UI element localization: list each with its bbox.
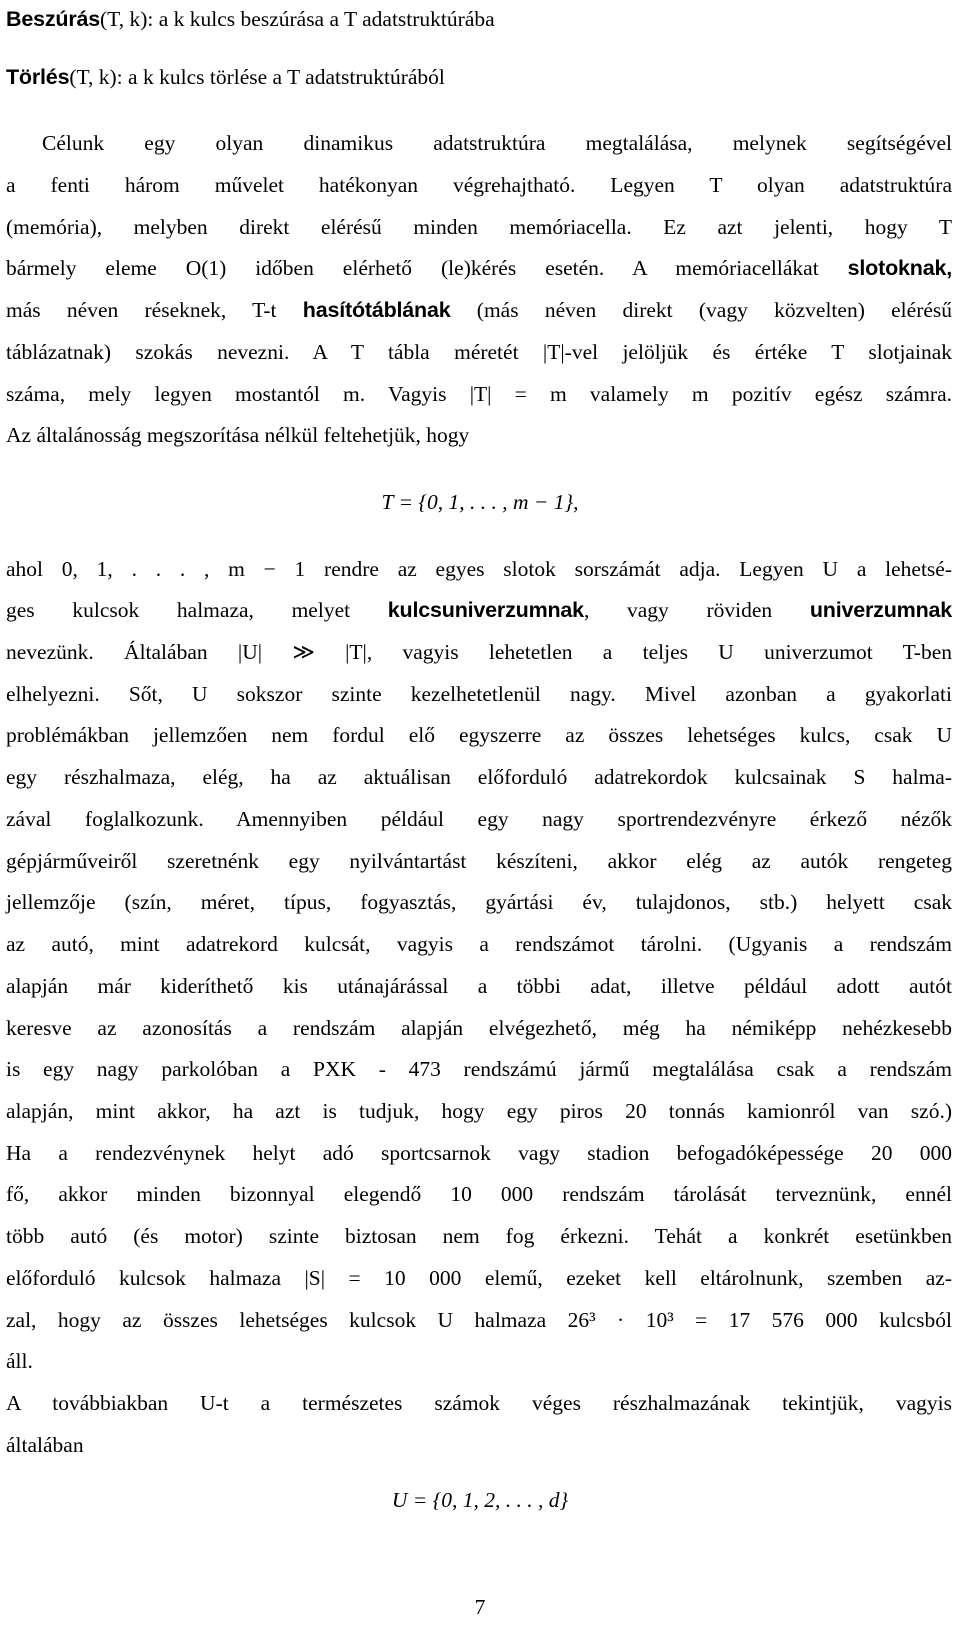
paragraph-line: áll. bbox=[6, 1349, 33, 1373]
paragraph-line bbox=[6, 597, 952, 623]
paragraph-line: ahol 0, 1, . . . , m − 1 rendre az egyes slotok sorszámát adja. Legyen U a lehetsé- bbox=[6, 557, 952, 581]
paragraph-line: táblázatnak) szokás nevezni. A T tábla méretét |T|-vel jelöljük és értéke T slotjainak bbox=[6, 340, 952, 364]
display-equation: U = {0, 1, 2, . . . , d} bbox=[391, 1488, 569, 1512]
paragraph-line: keresve az azonosítás a rendszám alapján elvégezhető, még ha némiképp nehézkesebb bbox=[6, 1016, 952, 1040]
paragraph-line: (memória), melyben direkt elérésű minden memóriacella. Ez azt jelenti, hogy T bbox=[6, 215, 952, 239]
paragraph-line: Az általánosság megszorítása nélkül feltehetjük, hogy bbox=[6, 423, 470, 447]
display-equation: T = {0, 1, . . . , m − 1}, bbox=[381, 490, 579, 514]
paragraph-line bbox=[6, 255, 952, 281]
paragraph-line: is egy nagy parkolóban a PXK - 473 rendszámú jármű megtalálása csak a rendszám bbox=[6, 1057, 952, 1081]
page-number: 7 bbox=[474, 1595, 486, 1619]
paragraph-text: bármely eleme O(1) időben elérhető (le)kérés esetén. A memóriacellákat bbox=[6, 256, 819, 280]
bold-term: kulcsuniverzumnak bbox=[387, 598, 584, 622]
definition-signature: (T, k): bbox=[100, 7, 154, 31]
bold-term: slotoknak, bbox=[847, 256, 952, 280]
paragraph-line: Ha a rendezvénynek helyt adó sportcsarnok vagy stadion befogadóképessége 20 000 bbox=[6, 1141, 952, 1165]
paragraph-text: , vagy röviden bbox=[583, 598, 810, 622]
paragraph-line: fő, akkor minden bizonnyal elegendő 10 000 rendszám tárolását terveznünk, ennél bbox=[6, 1182, 952, 1206]
paragraph-text: más néven réseknek, T-t bbox=[6, 298, 303, 322]
definition-term: Törlés bbox=[6, 65, 70, 89]
bold-term: hasítótáblának bbox=[302, 298, 451, 322]
paragraph-line: zal, hogy az összes lehetséges kulcsok U halmaza 26³ · 10³ = 17 576 000 kulcsból bbox=[6, 1308, 952, 1332]
paragraph-line: zával foglalkozunk. Amennyiben például egy nagy sportrendezvényre érkező nézők bbox=[6, 807, 952, 831]
paragraph-line: elhelyezni. Sőt, U sokszor szinte kezelhetetlenül nagy. Mivel azonban a gyakorlati bbox=[6, 682, 952, 706]
paragraph-line: egy részhalmaza, elég, ha az aktuálisan előforduló adatrekordok kulcsainak S halma- bbox=[6, 765, 952, 789]
definition-text: a k kulcs törlése a T adatstruktúrából bbox=[122, 65, 445, 89]
paragraph-line: száma, mely legyen mostantól m. Vagyis |T| = m valamely m pozitív egész számra. bbox=[6, 382, 952, 406]
bold-term: univerzumnak bbox=[809, 598, 953, 622]
paragraph-line: jellemzője (szín, méret, típus, fogyasztás, gyártási év, tulajdonos, stb.) helyett csak bbox=[6, 890, 952, 914]
paragraph-line: előforduló kulcsok halmaza |S| = 10 000 elemű, ezeket kell eltárolnunk, szemben az- bbox=[6, 1266, 952, 1290]
paragraph-line: A továbbiakban U-t a természetes számok véges részhalmazának tekintjük, vagyis bbox=[6, 1391, 952, 1415]
paragraph-line: Célunk egy olyan dinamikus adatstruktúra megtalálása, melynek segítségével bbox=[42, 131, 952, 155]
paragraph-text: ges kulcsok halmaza, melyet bbox=[6, 598, 388, 622]
paragraph-line: problémákban jellemzően nem fordul elő egyszerre az összes lehetséges kulcs, csak U bbox=[6, 723, 952, 747]
definition-delete bbox=[6, 64, 952, 90]
definition-text: a k kulcs beszúrása a T adatstruktúrába bbox=[153, 7, 495, 31]
paragraph-line: az autó, mint adatrekord kulcsát, vagyis a rendszámot tárolni. (Ugyanis a rendszám bbox=[6, 932, 952, 956]
paragraph-line: alapján már kideríthető kis utánajárással a többi adat, illetve például adott autót bbox=[6, 974, 952, 998]
paragraph-line: gépjárműveiről szeretnénk egy nyilvántartást készíteni, akkor elég az autók rengeteg bbox=[6, 849, 952, 873]
definition-term: Beszúrás bbox=[6, 7, 101, 31]
paragraph-line: a fenti három művelet hatékonyan végrehajtható. Legyen T olyan adatstruktúra bbox=[6, 173, 952, 197]
definition-signature: (T, k): bbox=[69, 65, 123, 89]
definition-insert bbox=[6, 6, 952, 32]
paragraph-line: nevezünk. Általában |U| ≫ |T|, vagyis lehetetlen a teljes U univerzumot T-ben bbox=[6, 640, 952, 664]
paragraph-line: általában bbox=[6, 1433, 84, 1457]
paragraph-line: több autó (és motor) szinte biztosan nem fog érkezni. Tehát a konkrét esetünkben bbox=[6, 1224, 952, 1248]
paragraph-line: alapján, mint akkor, ha azt is tudjuk, hogy egy piros 20 tonnás kamionról van szó.) bbox=[6, 1099, 952, 1123]
paragraph-text: (más néven direkt (vagy közvelten) elérésű bbox=[450, 298, 953, 322]
paragraph-line bbox=[6, 297, 952, 323]
